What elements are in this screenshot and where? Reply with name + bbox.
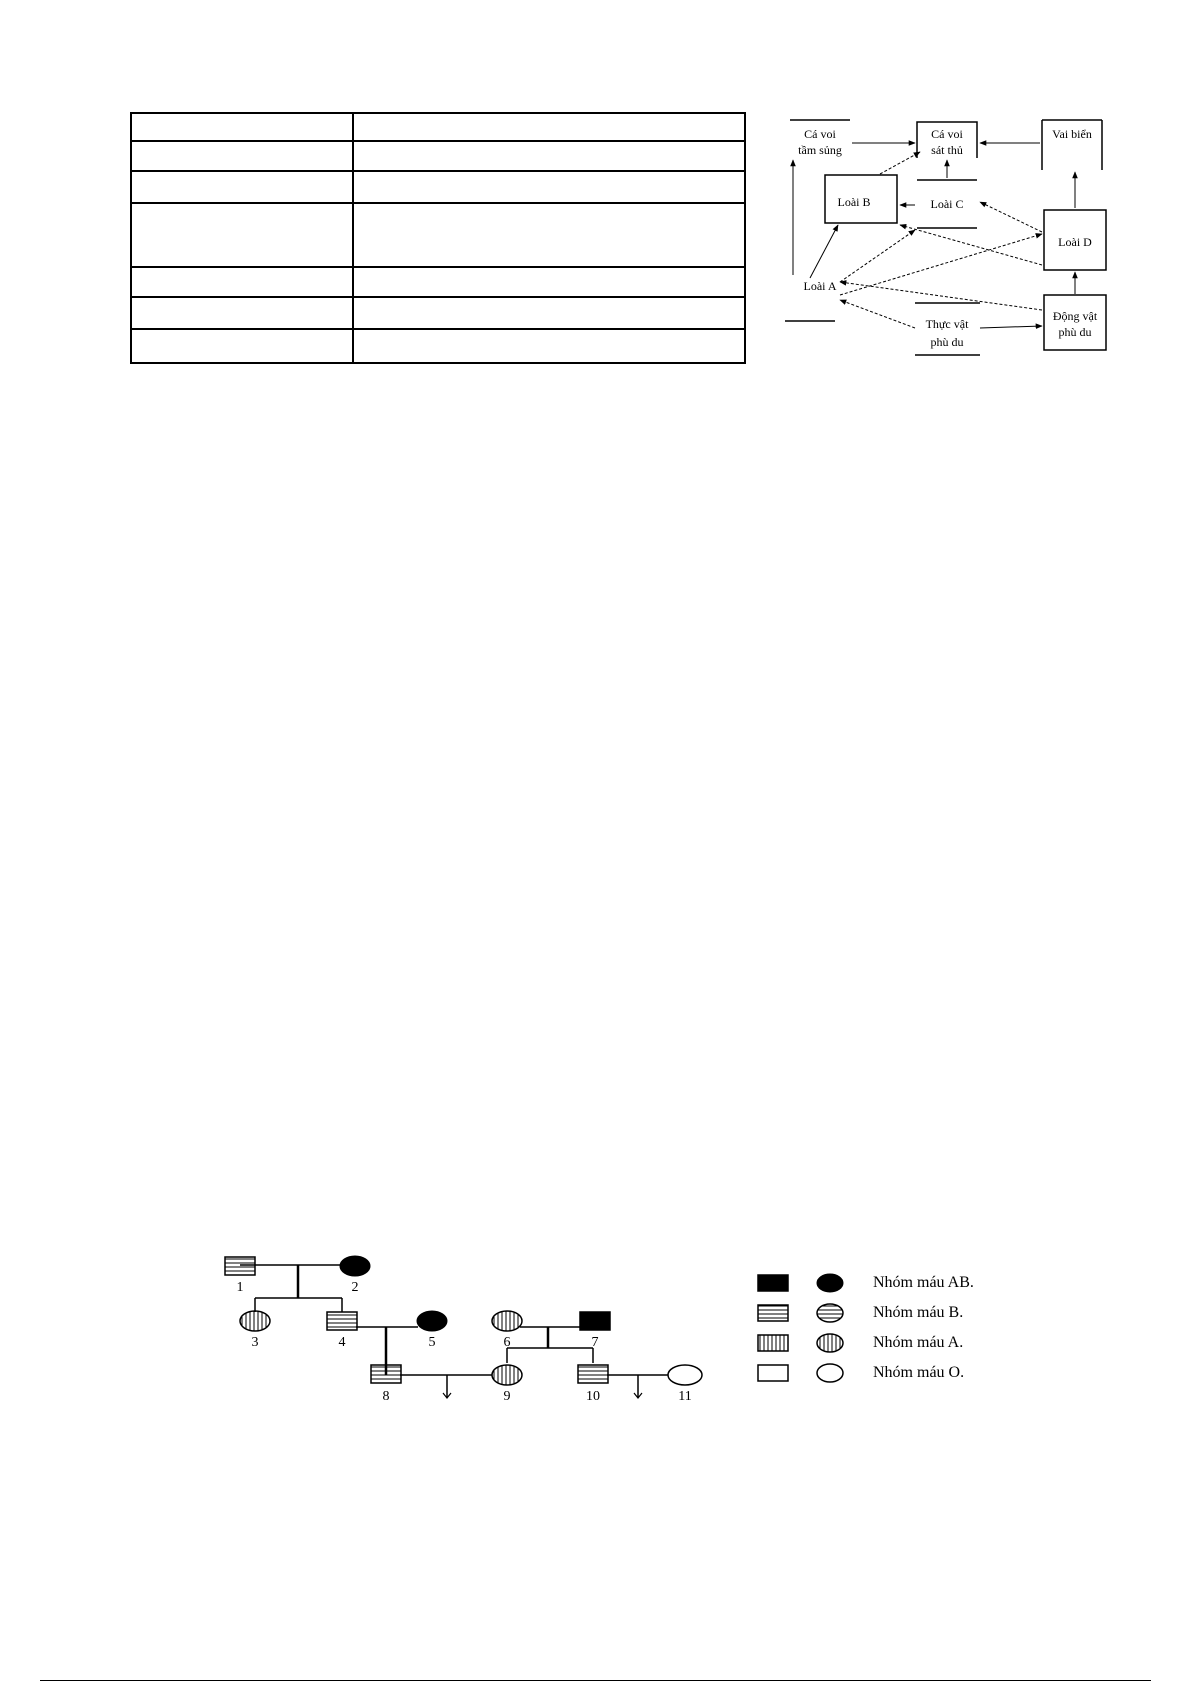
table-cell [131, 203, 353, 267]
individual-8-number: 8 [382, 1389, 390, 1404]
individual-7-number: 7 [591, 1335, 599, 1350]
species-b-label: Loài B [837, 195, 871, 209]
individual-9-number: 9 [503, 1389, 511, 1404]
species-d-node [1044, 210, 1106, 270]
individual-4 [327, 1312, 357, 1350]
legend-o-label: Nhóm máu O. [873, 1364, 965, 1381]
arrow-b-killerwhale [880, 152, 920, 174]
individual-8 [371, 1365, 401, 1404]
individual-1 [225, 1257, 255, 1295]
individual-9 [492, 1365, 522, 1404]
table-row [131, 113, 745, 141]
table-row [131, 329, 745, 363]
arrow-d-b [900, 225, 1042, 265]
table-cell [353, 171, 745, 203]
table-row [131, 171, 745, 203]
table-cell [353, 329, 745, 363]
individual-6 [492, 1311, 522, 1350]
zooplankton-label-1: Động vật [1052, 309, 1098, 323]
table-cell [131, 171, 353, 203]
seal-label: Vai biển [1052, 127, 1092, 141]
pedigree-chart [200, 1245, 720, 1405]
individual-4-number: 4 [338, 1335, 346, 1350]
species-a-node [785, 279, 837, 321]
table-cell [131, 113, 353, 141]
killer-whale-label-2: sát thủ [931, 143, 963, 157]
arrow-a-c [840, 230, 915, 282]
sperm-whale-label-2: tầm sủng [798, 143, 842, 157]
table-row [131, 297, 745, 329]
species-b-node [825, 175, 897, 223]
individual-1-number: 1 [236, 1280, 244, 1295]
page-bottom-rule [40, 1680, 1151, 1681]
sperm-whale-label-1: Cá voi [804, 127, 836, 141]
legend-o-symbols [758, 1360, 848, 1386]
arrow-phyto-zoo [980, 326, 1042, 328]
table-row [131, 203, 745, 267]
arrow-a-b [810, 225, 838, 278]
phytoplankton-label-2: phù du [930, 335, 964, 349]
individual-10 [578, 1365, 608, 1404]
legend-b-label: Nhóm máu B. [873, 1304, 964, 1321]
killer-whale-node [917, 122, 977, 158]
food-web-diagram [780, 110, 1125, 400]
legend-a-symbols [758, 1330, 848, 1356]
table-cell [131, 141, 353, 171]
individual-10-number: 10 [586, 1389, 600, 1404]
individual-11 [668, 1365, 702, 1404]
table-row [131, 267, 745, 297]
phytoplankton-node [915, 303, 980, 355]
sperm-whale-node [790, 120, 850, 157]
legend-b-symbols [758, 1300, 848, 1326]
table-cell [353, 113, 745, 141]
zooplankton-node [1044, 295, 1106, 350]
seal-node [1042, 120, 1102, 170]
individual-5-number: 5 [428, 1335, 436, 1350]
individual-5 [417, 1311, 447, 1350]
table-cell [353, 267, 745, 297]
species-d-label: Loài D [1058, 235, 1092, 249]
table-cell [353, 203, 745, 267]
table-cell [131, 267, 353, 297]
table-cell [353, 141, 745, 171]
data-table [130, 112, 746, 364]
table-cell [353, 297, 745, 329]
arrow-a-d [840, 234, 1042, 295]
arrow-d-c [980, 202, 1042, 232]
species-c-node [917, 180, 977, 228]
legend-a-label: Nhóm máu A. [873, 1334, 964, 1351]
individual-3 [240, 1311, 270, 1350]
legend-ab-symbols [758, 1270, 848, 1296]
individual-11-number: 11 [678, 1389, 692, 1404]
phytoplankton-label-1: Thực vật [925, 317, 969, 331]
individual-7 [580, 1312, 610, 1350]
zooplankton-label-2: phù du [1058, 325, 1092, 339]
individual-6-number: 6 [503, 1335, 511, 1350]
legend-ab-label: Nhóm máu AB. [873, 1274, 974, 1291]
species-a-label: Loài A [803, 279, 837, 293]
table-cell [131, 297, 353, 329]
killer-whale-label-1: Cá voi [931, 127, 963, 141]
individual-2-number: 2 [351, 1280, 359, 1295]
arrow-phyto-a [840, 300, 915, 328]
table-row [131, 141, 745, 171]
species-c-label: Loài C [930, 197, 964, 211]
food-web-arrows [793, 143, 1075, 328]
individual-3-number: 3 [251, 1335, 259, 1350]
table-cell [131, 329, 353, 363]
individual-2 [340, 1256, 370, 1295]
